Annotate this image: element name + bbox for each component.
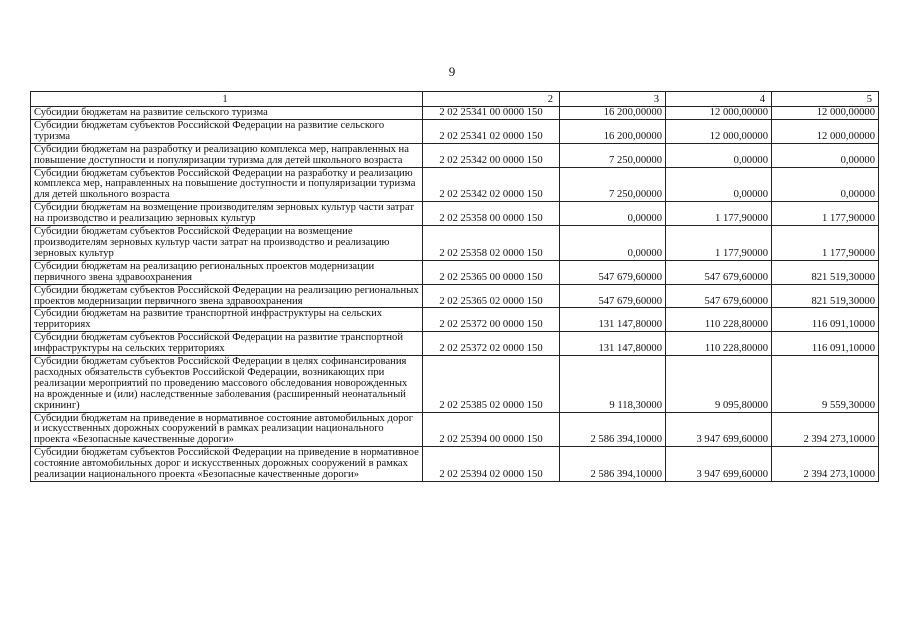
- row-value-col4-cell: 0,00000: [666, 143, 772, 167]
- row-code-cell: 2 02 25394 02 0000 150: [423, 447, 560, 482]
- column-header-1: 1: [31, 92, 423, 107]
- row-value-col3-cell: 7 250,00000: [560, 143, 666, 167]
- row-name-cell: Субсидии бюджетам субъектов Российской Федерации на разработку и реализацию комплекса мер, направленных на повышение доступности и популяризации туризма для детей школьного возраста: [31, 167, 423, 202]
- table-row: [31, 260, 879, 284]
- row-name-cell: Субсидии бюджетам субъектов Российской Федерации на возмещение производителям зерновых культур части затрат на производство и реализацию зерновых культур: [31, 226, 423, 261]
- row-value-col5-cell: 116 091,10000: [772, 308, 879, 332]
- row-value-col5-cell: 821 519,30000: [772, 284, 879, 308]
- page-number: 9: [448, 64, 456, 79]
- row-value-col4-cell: 3 947 699,60000: [666, 447, 772, 482]
- table-row: [31, 202, 879, 226]
- row-value-col3-cell: 547 679,60000: [560, 284, 666, 308]
- table-row: [31, 332, 879, 356]
- table-header-row: [31, 92, 879, 107]
- row-value-col3-cell: 16 200,00000: [560, 119, 666, 143]
- row-value-col5-cell: 116 091,10000: [772, 332, 879, 356]
- row-value-col5-cell: 12 000,00000: [772, 107, 879, 120]
- table-row: [31, 167, 879, 202]
- row-value-col3-cell: 2 586 394,10000: [560, 447, 666, 482]
- row-code-cell: 2 02 25358 02 0000 150: [423, 226, 560, 261]
- row-code-cell: 2 02 25394 00 0000 150: [423, 412, 560, 447]
- row-name-cell: Субсидии бюджетам субъектов Российской Федерации на реализацию региональных проектов модернизации первичного звена здравоохранения: [31, 284, 423, 308]
- row-code-cell: 2 02 25365 02 0000 150: [423, 284, 560, 308]
- row-value-col4-cell: 0,00000: [666, 167, 772, 202]
- row-code-cell: 2 02 25372 00 0000 150: [423, 308, 560, 332]
- row-name-cell: Субсидии бюджетам на возмещение производителям зерновых культур части затрат на производство и реализацию зерновых культур: [31, 202, 423, 226]
- row-value-col4-cell: 547 679,60000: [666, 284, 772, 308]
- row-code-cell: 2 02 25385 02 0000 150: [423, 356, 560, 413]
- row-value-col3-cell: 0,00000: [560, 202, 666, 226]
- row-value-col5-cell: 821 519,30000: [772, 260, 879, 284]
- row-name-cell: Субсидии бюджетам субъектов Российской Федерации в целях софинансирования расходных обязательств субъектов Российской Федерации, возникающих при реализации мероприятий по проведению массового обследования новорожденных на врожденные и (или) наследственные заболевания (расширенный неонатальный скрининг): [31, 356, 423, 413]
- row-value-col4-cell: 1 177,90000: [666, 226, 772, 261]
- row-value-col5-cell: 12 000,00000: [772, 119, 879, 143]
- row-name-cell: Субсидии бюджетам на развитие транспортной инфраструктуры на сельских территориях: [31, 308, 423, 332]
- table-row: [31, 226, 879, 261]
- row-value-col5-cell: 0,00000: [772, 167, 879, 202]
- column-header-4: 4: [666, 92, 772, 107]
- row-code-cell: 2 02 25342 02 0000 150: [423, 167, 560, 202]
- row-value-col3-cell: 2 586 394,10000: [560, 412, 666, 447]
- row-value-col4-cell: 3 947 699,60000: [666, 412, 772, 447]
- row-code-cell: 2 02 25365 00 0000 150: [423, 260, 560, 284]
- row-value-col3-cell: 7 250,00000: [560, 167, 666, 202]
- table-row: [31, 412, 879, 447]
- row-value-col4-cell: 12 000,00000: [666, 107, 772, 120]
- row-code-cell: 2 02 25341 02 0000 150: [423, 119, 560, 143]
- row-value-col3-cell: 131 147,80000: [560, 308, 666, 332]
- row-value-col3-cell: 131 147,80000: [560, 332, 666, 356]
- row-value-col4-cell: 110 228,80000: [666, 332, 772, 356]
- row-name-cell: Субсидии бюджетам субъектов Российской Федерации на развитие транспортной инфраструктуры на сельских территориях: [31, 332, 423, 356]
- row-value-col4-cell: 110 228,80000: [666, 308, 772, 332]
- table-row: [31, 119, 879, 143]
- row-value-col3-cell: 0,00000: [560, 226, 666, 261]
- row-value-col3-cell: 547 679,60000: [560, 260, 666, 284]
- row-value-col3-cell: 9 118,30000: [560, 356, 666, 413]
- table-row: [31, 107, 879, 120]
- row-value-col5-cell: 1 177,90000: [772, 202, 879, 226]
- row-name-cell: Субсидии бюджетам субъектов Российской Федерации на развитие сельского туризма: [31, 119, 423, 143]
- row-name-cell: Субсидии бюджетам на приведение в нормативное состояние автомобильных дорог и искусственных дорожных сооружений в рамках реализации национального проекта «Безопасные качественные дороги»: [31, 412, 423, 447]
- row-code-cell: 2 02 25372 02 0000 150: [423, 332, 560, 356]
- column-header-2: 2: [423, 92, 560, 107]
- budget-table: [30, 91, 879, 482]
- row-name-cell: Субсидии бюджетам на реализацию региональных проектов модернизации первичного звена здравоохранения: [31, 260, 423, 284]
- row-value-col5-cell: 1 177,90000: [772, 226, 879, 261]
- row-code-cell: 2 02 25341 00 0000 150: [423, 107, 560, 120]
- row-value-col5-cell: 2 394 273,10000: [772, 447, 879, 482]
- row-value-col5-cell: 0,00000: [772, 143, 879, 167]
- row-value-col4-cell: 12 000,00000: [666, 119, 772, 143]
- row-value-col5-cell: 2 394 273,10000: [772, 412, 879, 447]
- row-value-col4-cell: 9 095,80000: [666, 356, 772, 413]
- row-value-col4-cell: 1 177,90000: [666, 202, 772, 226]
- row-name-cell: Субсидии бюджетам на развитие сельского туризма: [31, 107, 423, 120]
- row-code-cell: 2 02 25342 00 0000 150: [423, 143, 560, 167]
- row-name-cell: Субсидии бюджетам на разработку и реализацию комплекса мер, направленных на повышение доступности и популяризации туризма для детей школьного возраста: [31, 143, 423, 167]
- row-value-col5-cell: 9 559,30000: [772, 356, 879, 413]
- column-header-3: 3: [560, 92, 666, 107]
- table-row: [31, 284, 879, 308]
- column-header-5: 5: [772, 92, 879, 107]
- row-value-col3-cell: 16 200,00000: [560, 107, 666, 120]
- table-row: [31, 308, 879, 332]
- table-row: [31, 447, 879, 482]
- row-value-col4-cell: 547 679,60000: [666, 260, 772, 284]
- table-row: [31, 356, 879, 413]
- row-name-cell: Субсидии бюджетам субъектов Российской Федерации на приведение в нормативное состояние автомобильных дорог и искусственных дорожных сооружений в рамках реализации национального проекта «Безопасные качественные дороги»: [31, 447, 423, 482]
- table-row: [31, 143, 879, 167]
- row-code-cell: 2 02 25358 00 0000 150: [423, 202, 560, 226]
